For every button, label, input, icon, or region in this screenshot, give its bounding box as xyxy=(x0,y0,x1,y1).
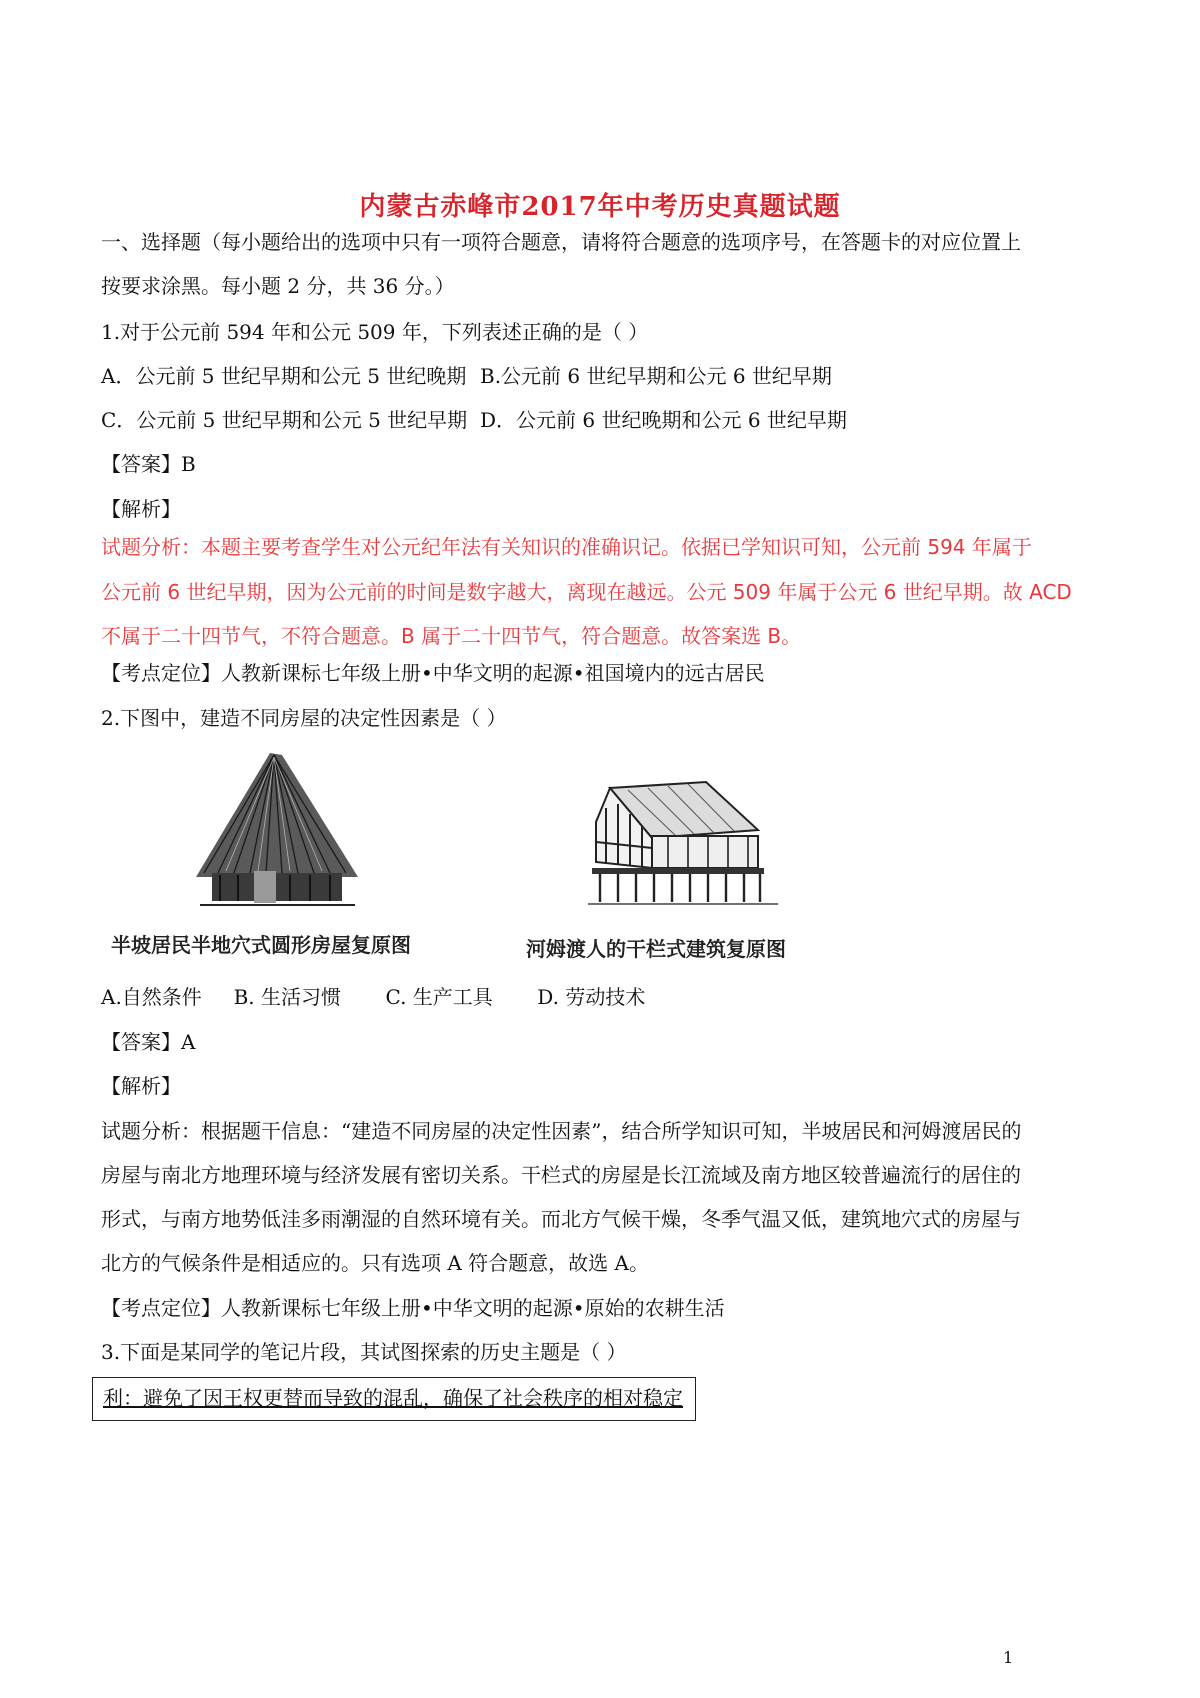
q3-note-box xyxy=(92,1377,696,1421)
q2-options: A.自然条件 B. 生活习惯 C. 生产工具 D. 劳动技术 xyxy=(101,985,646,1009)
caption-hemudu-house: 河姆渡人的干栏式建筑复原图 xyxy=(526,937,786,961)
q1-analysis-line1: 试题分析：本题主要考查学生对公元纪年法有关知识的准确识记。依据已学知识可知，公元前 594 年属于 xyxy=(101,535,1032,559)
q2-point: 【考点定位】人教新课标七年级上册•中华文明的起源•原始的农耕生活 xyxy=(101,1296,725,1320)
q2-analysis-line2: 房屋与南北方地理环境与经济发展有密切关系。干栏式的房屋是长江流域及南方地区较普遍流行的居住的 xyxy=(101,1163,1021,1187)
page-title: 内蒙古赤峰市2017年中考历史真题试题 xyxy=(359,192,841,222)
q1-stem: 1.对于公元前 594 年和公元 509 年，下列表述正确的是（ ） xyxy=(101,320,649,344)
q2-analysis-label: 【解析】 xyxy=(101,1074,181,1098)
q2-analysis-line1: 试题分析：根据题干信息：“建造不同房屋的决定性因素”，结合所学知识可知，半坡居民和河姆渡居民的 xyxy=(101,1119,1022,1143)
q1-answer: 【答案】B xyxy=(101,452,196,476)
hemudu-stilt-house-image xyxy=(588,768,788,918)
q3-stem: 3.下面是某同学的笔记片段，其试图探索的历史主题是（ ） xyxy=(101,1340,627,1364)
q1-option-a: A．公元前 5 世纪早期和公元 5 世纪晚期 xyxy=(101,364,467,388)
q1-option-b: B.公元前 6 世纪早期和公元 6 世纪早期 xyxy=(480,364,832,388)
q2-stem: 2.下图中，建造不同房屋的决定性因素是（ ） xyxy=(101,706,507,730)
page-number: 1 xyxy=(1003,1648,1014,1667)
q3-note-text: 利：避免了因王权更替而导致的混乱，确保了社会秩序的相对稳定 xyxy=(103,1386,683,1410)
caption-banpo-house: 半坡居民半地穴式圆形房屋复原图 xyxy=(111,933,411,957)
section-instruction-line2: 按要求涂黑。每小题 2 分，共 36 分。） xyxy=(101,274,455,298)
q1-analysis-line2: 公元前 6 世纪早期，因为公元前的时间是数字越大，离现在越远。公元 509 年属于公元 6 世纪早期。故 ACD xyxy=(101,580,1072,604)
q2-analysis-line3: 形式，与南方地势低洼多雨潮湿的自然环境有关。而北方气候干燥，冬季气温又低，建筑地穴式的房屋与 xyxy=(101,1207,1021,1231)
q1-analysis-line3: 不属于二十四节气，不符合题意。B 属于二十四节气，符合题意。故答案选 B。 xyxy=(101,624,802,648)
q1-analysis-label: 【解析】 xyxy=(101,497,181,521)
banpo-round-house-image xyxy=(190,745,360,915)
q1-point: 【考点定位】人教新课标七年级上册•中华文明的起源•祖国境内的远古居民 xyxy=(101,661,765,685)
q1-option-d: D．公元前 6 世纪晚期和公元 6 世纪早期 xyxy=(480,408,847,432)
q2-analysis-line4: 北方的气候条件是相适应的。只有选项 A 符合题意，故选 A。 xyxy=(101,1251,649,1275)
q1-option-c: C．公元前 5 世纪早期和公元 5 世纪早期 xyxy=(101,408,468,432)
section-instruction-line1: 一、选择题（每小题给出的选项中只有一项符合题意，请将符合题意的选项序号，在答题卡的对应位置上 xyxy=(101,230,1021,254)
q2-answer: 【答案】A xyxy=(101,1030,196,1054)
